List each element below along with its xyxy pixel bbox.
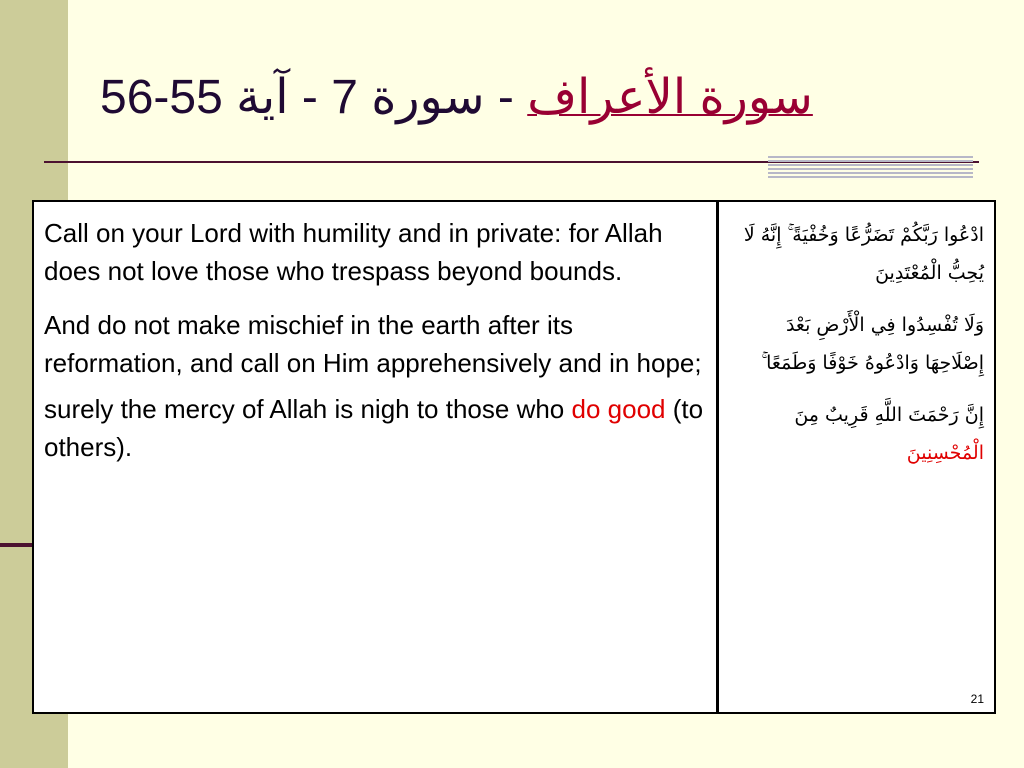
english-verse-56b [44,390,709,466]
title-decorative-stripes [768,156,973,178]
english-verse-56b-end: (to others). [44,394,704,462]
arabic-verse-55: ادْعُوا رَبَّكُمْ تَضَرُّعًا وَخُفْيَةً ۚ إِنَّهُ لَا يُحِبُّ الْمُعْتَدِينَ [743,224,984,284]
english-verse-56b-text: surely the mercy of Allah is nigh to those who [44,394,572,424]
arabic-text-column [726,216,984,486]
slide-number: 21 [970,692,984,706]
english-verse-55: Call on your Lord with humility and in private: for Allah does not love those who trespass beyond bounds. [44,218,663,286]
title-verse-reference: - سورة 7 - آية 55-56 [100,71,528,124]
content-table [32,200,996,714]
arabic-verse-56b [726,396,984,472]
english-verse-56a: And do not make mischief in the earth after its reformation, and call on Him apprehensively and in hope; [44,310,702,378]
arabic-verse-56b-text: إِنَّ رَحْمَتَ اللَّهِ قَرِيبٌ مِنَ [794,404,984,426]
english-translation-column [44,214,709,482]
highlight-do-good: do good [571,394,666,424]
surah-title-link[interactable]: سورة الأعراف [527,71,813,124]
slide-title [100,58,930,138]
highlight-muhsinin: الْمُحْسِنِينَ [906,442,984,464]
column-divider [716,202,719,712]
arabic-verse-56a: وَلَا تُفْسِدُوا فِي الْأَرْضِ بَعْدَ إِصْلَاحِهَا وَادْعُوهُ خَوْفًا وَطَمَعًا ۚ [761,314,984,374]
